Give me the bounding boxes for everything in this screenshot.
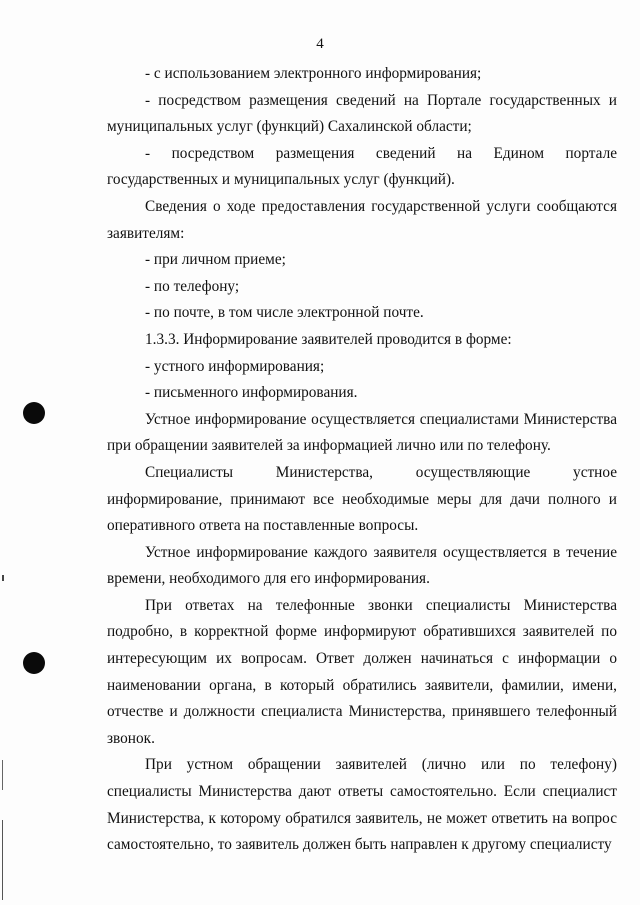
paragraph: - посредством размещения сведений на Едином портале государственных и муниципальных услуг (функций). — [107, 144, 617, 189]
paragraph: Устное информирование каждого заявителя осуществляется в течение времени, необходимого для его информирования. — [107, 543, 617, 588]
paragraph: Сведения о ходе предоставления государственной услуги сообщаются заявителям: — [107, 197, 617, 242]
paragraph: - по телефону; — [145, 277, 240, 295]
paragraph: Устное информирование осуществляется специалистами Министерства при обращении заявителей за информацией лично или по телефону. — [107, 410, 617, 455]
scan-edge-mark — [2, 760, 3, 790]
punch-hole — [23, 652, 45, 674]
page-number: 4 — [316, 36, 324, 52]
paragraph: - посредством размещения сведений на Портале государственных и муниципальных услуг (функций) Сахалинской области; — [107, 91, 617, 136]
paragraph: При устном обращении заявителей (лично или по телефону) специалисты Министерства дают ответы самостоятельно. Если специалист Министерства, к которому обратился заявитель, не может ответить на вопрос самостоятельно, то заявитель должен быть направлен к другому специалисту — [107, 756, 617, 854]
paragraph: 1.3.3. Информирование заявителей проводится в форме: — [145, 330, 512, 348]
paragraph: - с использованием электронного информирования; — [145, 65, 482, 82]
paragraph: - письменного информирования. — [145, 384, 358, 402]
paragraph: Специалисты Министерства, осуществляющие устное информирование, принимают все необходимые меры для дачи полного и оперативного ответа на поставленные вопросы. — [107, 463, 617, 535]
scan-edge-mark — [2, 820, 3, 900]
scan-edge-mark — [2, 575, 4, 581]
punch-hole — [23, 402, 45, 424]
paragraph: - по почте, в том числе электронной почте. — [145, 304, 424, 322]
paragraph: При ответах на телефонные звонки специалисты Министерства подробно, в корректной форме информируют обратившихся заявителей по интересующим их вопросам. Ответ должен начинаться с информации о наименовании органа, в который обратились заявители, фамилии, имени, отчестве и должности специалиста Министерства, принявшего телефонный звонок. — [107, 596, 617, 747]
document-body — [107, 61, 617, 859]
paragraph: - при личном приеме; — [145, 251, 286, 269]
paragraph: - устного информирования; — [145, 357, 325, 375]
